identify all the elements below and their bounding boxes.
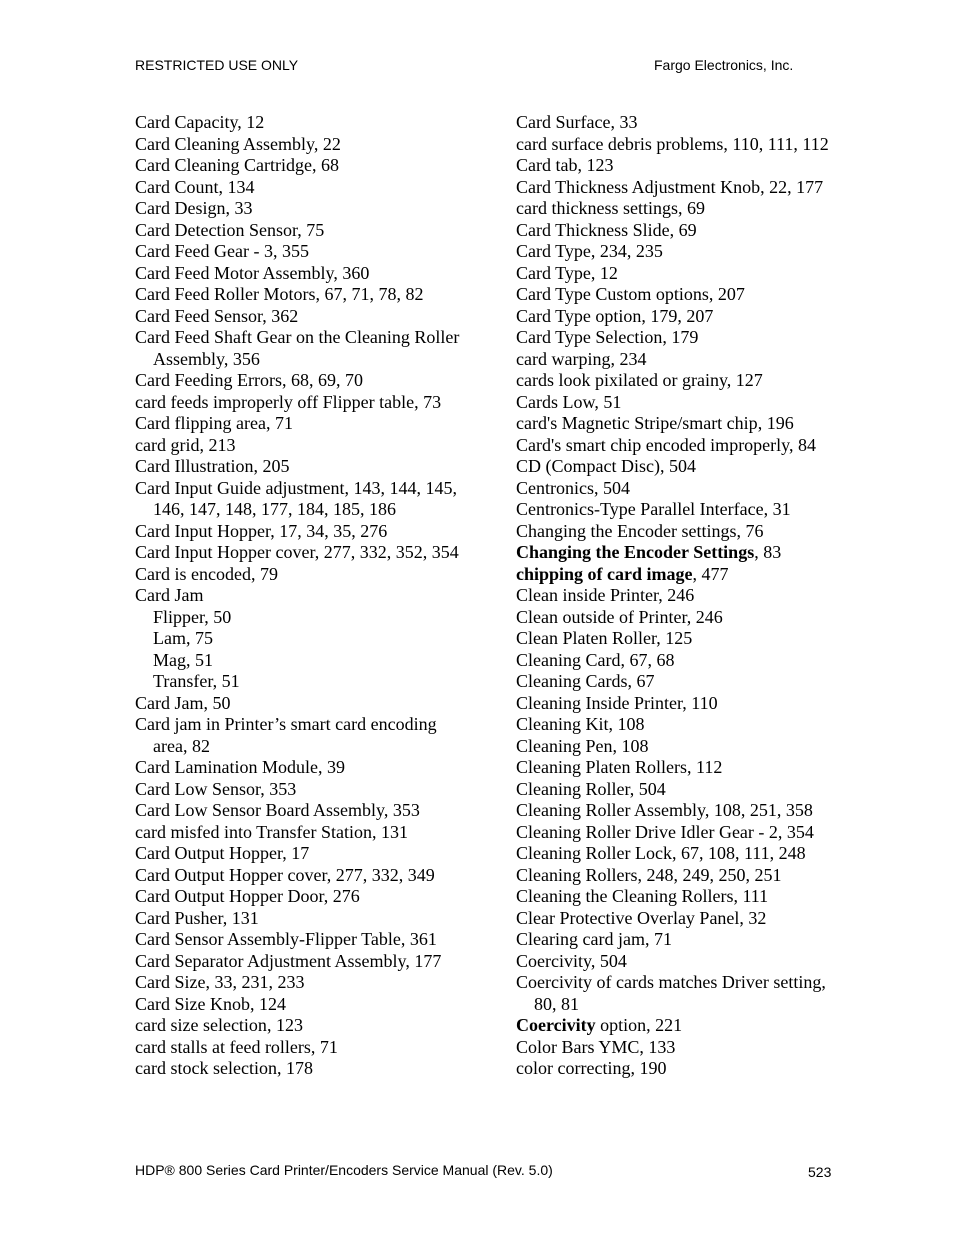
index-entry [516,886,846,908]
index-entry [135,908,475,930]
index-pages: , 75 [297,219,325,240]
index-entry [516,951,846,973]
index-entry [135,263,475,285]
footer-manual-title: HDP® 800 Series Card Printer/Encoders Service Manual (Rev. 5.0) [135,1162,553,1178]
index-pages: , 17 [282,843,310,863]
index-pages: , 22, 177 [760,176,824,197]
index-term: Centronics [516,477,594,498]
index-term: chipping of card image [516,563,693,584]
index-term: Card Feed Gear - 3 [135,241,273,261]
index-pages: , 504 [590,950,627,971]
index-pages: , 355 [272,241,309,261]
index-term: Card Thickness Adjustment Knob [516,176,761,197]
index-term: Cleaning Roller [516,778,630,799]
index-entry [516,112,846,134]
index-pages: , 360 [333,262,370,283]
index-pages: , 67 [627,671,655,691]
index-entry [516,499,846,521]
index-term: Card Output Hopper cover [135,864,327,885]
index-pages: , 80, 81 [534,972,826,1014]
index-pages: , 39 [317,757,345,777]
index-entry [135,972,475,994]
index-term: Mag [153,649,186,670]
index-entry [516,306,846,328]
index-entry [135,886,475,908]
index-entry [516,1037,846,1059]
index-term: Card Type Custom options [516,284,709,304]
index-entry [516,392,846,414]
index-term: Card Jam [135,692,204,713]
index-entry [135,220,475,242]
index-term: card feeds improperly off Flipper table [135,391,415,412]
index-entry [516,177,846,199]
index-pages: , 69 [669,219,697,240]
index-term: Cleaning Platen Rollers [516,757,687,777]
index-pages: , 110 [682,692,718,713]
index-entry [135,478,475,521]
index-entry [516,542,846,564]
index-term: Card Feed Motor Assembly [135,262,334,283]
index-pages: , 108, 251, 358 [704,800,813,820]
index-pages: , 190 [630,1058,667,1078]
index-subentry [135,607,475,629]
index-term: card size selection [135,1015,267,1035]
index-entry [516,155,846,177]
page-number: 523 [808,1164,832,1180]
index-pages: , 127 [726,370,763,390]
index-entry [516,134,846,156]
index-term: Centronics-Type Parallel Interface [516,499,764,519]
index-entry [135,865,475,887]
index-entry [135,327,475,370]
index-pages: , 356 [223,348,260,369]
index-entry [516,1058,846,1080]
index-term: Card Sensor Assembly-Flipper Table [135,929,401,949]
index-pages: , 79 [250,563,278,584]
index-entry [135,370,475,392]
index-entry [516,929,846,951]
index-entry [516,628,846,650]
index-entry [516,521,846,543]
index-pages: , 71 [644,929,672,949]
index-pages: , 71 [310,1036,338,1057]
index-term: Card Feeding Errors [135,370,282,390]
index-pages: , 353 [260,778,297,799]
index-term: Cards Low [516,391,595,412]
index-pages: , 134 [218,176,255,197]
index-term: Card's smart chip encoded improperly [516,434,789,455]
index-entry [516,757,846,779]
index-entry [516,714,846,736]
index-entry [516,650,846,672]
index-term: Color Bars YMC [516,1036,640,1057]
index-pages: , 73 [414,391,442,412]
header-left: RESTRICTED USE ONLY [135,57,299,73]
index-entry [135,241,475,263]
index-pages: , 31 [763,499,791,519]
index-entry [516,456,846,478]
index-term: Cleaning Kit [516,714,609,734]
index-pages: , 143, 144, 145, 146, 147, 148, 177, 184, 185, 186 [153,477,457,519]
index-entry [135,306,475,328]
index-pages: , 76 [736,520,764,541]
index-entry [135,521,475,543]
header-right: Fargo Electronics, Inc. [654,57,794,73]
index-term: Card Output Hopper [135,843,283,863]
index-term: Clean Platen Roller [516,628,657,648]
index-pages: , 71 [265,413,293,433]
index-term: Card Surface [516,112,611,132]
index-entry [516,327,846,349]
index-term: Clearing card jam [516,929,645,949]
index-term: Card Type option [516,305,642,326]
index-entry [516,822,846,844]
index-pages: , 51 [186,649,213,670]
index-pages: , 131 [371,821,408,842]
index-pages: , 50 [204,606,232,627]
index-term: Card Input Guide adjustment [135,477,345,498]
index-term: Card Detection Sensor [135,219,298,240]
index-pages: , 213 [199,434,236,455]
index-pages: , 84 [789,434,816,455]
index-term: Card tab [516,155,578,175]
index-pages: , 504 [629,778,666,799]
index-pages: , 67, 68 [620,649,675,670]
index-entry [135,435,475,457]
index-pages: , 178 [276,1058,313,1078]
index-entry [516,284,846,306]
index-term: Card Low Sensor [135,778,261,799]
index-term: Card Jam [135,585,204,605]
index-pages: , 353 [383,800,420,820]
index-pages: , 133 [639,1036,676,1057]
index-entry [135,585,475,607]
index-entry [135,413,475,435]
index-pages: , 234, 235 [590,241,663,261]
index-entry [516,972,846,1015]
index-term: Card Feed Shaft Gear on the Cleaning Roller Assembly [135,327,460,369]
index-pages: , 234 [610,348,647,369]
index-subentry [135,671,475,693]
index-entry [135,155,475,177]
index-entry [516,843,846,865]
index-pages: , 196 [757,413,794,433]
index-entry [516,564,846,586]
index-entry [516,585,846,607]
index-term: Card Input Hopper [135,520,271,541]
index-pages: , 179, 207 [641,305,714,326]
index-entry [135,757,475,779]
index-pages: , 177 [405,950,442,971]
index-term: Coercivity [516,1015,596,1035]
index-entry [516,908,846,930]
index-term: cards look pixilated or grainy [516,370,727,390]
index-pages: , 248, 249, 250, 251 [637,864,782,885]
index-pages: , 110, 111, 112 [723,133,829,154]
index-entry [135,564,475,586]
index-term: Transfer [153,671,213,691]
index-pages: , 67, 108, 111, 248 [671,843,806,863]
index-entry [516,478,846,500]
index-pages: , 111 [733,886,769,906]
index-entry [516,800,846,822]
index-pages: , 123 [266,1015,303,1035]
index-term: card misfed into Transfer Station [135,821,372,842]
index-term: Cleaning Pen [516,735,613,756]
index-entry [516,263,846,285]
index-column-left [135,112,475,1080]
index-term: Flipper [153,606,205,627]
index-pages: , 277, 332, 352, 354 [314,542,459,562]
index-pages: , 504 [659,456,696,476]
index-entry [516,435,846,457]
index-pages: , 277, 332, 349 [326,864,435,885]
index-entry [135,929,475,951]
index-term: Cleaning Roller Assembly [516,800,705,820]
index-pages: , 477 [692,563,729,584]
index-term: Cleaning Roller Drive Idler Gear - 2 [516,821,778,842]
index-pages: , 83 [754,542,782,562]
index-pages: , 68, 69, 70 [281,370,363,390]
index-term: Cleaning Cards [516,671,628,691]
index-entry [516,349,846,371]
index-entry [135,134,475,156]
index-entry [516,865,846,887]
index-term: Card flipping area [135,413,266,433]
index-pages: , 361 [400,929,437,949]
index-pages: , 504 [594,477,630,498]
index-term: Card Input Hopper cover [135,542,315,562]
index-term: Card Output Hopper Door [135,886,324,906]
index-entry [516,736,846,758]
index-pages: , 69 [677,198,705,218]
index-term: Lam [153,628,186,648]
index-entry [516,220,846,242]
index-entry [516,779,846,801]
index-term: Card Lamination Module [135,757,318,777]
index-term: CD (Compact Disc) [516,456,660,476]
index-term: Cleaning Card [516,649,621,670]
index-pages: , 123 [577,155,614,175]
index-entry [135,843,475,865]
index-term: Card Type Selection [516,327,663,347]
index-term: Clean outside of Printer [516,606,687,627]
index-term: Card Size [135,972,206,992]
index-entry [135,779,475,801]
index-pages: , 276 [323,886,360,906]
index-pages: , 82 [182,735,210,756]
index-entry [135,198,475,220]
index-term: Cleaning Roller Lock [516,843,672,863]
index-term: Card Cleaning Assembly [135,133,314,154]
index-term: Card Separator Adjustment Assembly [135,950,406,971]
index-term: card surface debris problems [516,133,724,154]
index-term: card's Magnetic Stripe/smart chip [516,413,758,433]
index-pages: , 108 [608,714,645,734]
index-pages: , 75 [186,628,213,648]
index-term: card stock selection [135,1058,277,1078]
index-term: Card Size Knob [135,993,250,1014]
index-entry [516,671,846,693]
index-pages: , 51 [594,391,622,412]
index-term: Card Illustration [135,456,254,476]
index-pages: , 362 [262,305,299,326]
index-pages: , 22 [313,133,341,154]
index-entry [135,951,475,973]
index-entry [135,1015,475,1037]
index-entry [135,177,475,199]
index-entry [135,714,475,757]
index-term: card stalls at feed rollers [135,1036,311,1057]
index-pages: , 33 [610,112,638,132]
index-pages: , 51 [212,671,240,691]
index-entry [135,822,475,844]
index-pages: , 207 [708,284,745,304]
index-term: Coercivity [516,950,591,971]
index-entry [135,392,475,414]
index-entry [135,800,475,822]
index-term: color correcting [516,1058,631,1078]
index-term: Card Capacity [135,112,238,132]
index-entry [135,1058,475,1080]
index-entry [135,456,475,478]
index-term: card warping [516,348,611,369]
index-term: Card Count [135,176,219,197]
index-entry [135,284,475,306]
index-entry [135,542,475,564]
index-pages: , 246 [686,606,723,627]
index-pages: , 354 [777,821,814,842]
index-pages: , 67, 71, 78, 82 [315,284,424,304]
index-term: card grid [135,434,200,455]
index-term: Card Low Sensor Board Assembly [135,800,384,820]
index-pages: option, 221 [595,1015,683,1035]
index-pages: , 32 [739,907,767,928]
index-entry [135,994,475,1016]
index-term: Coercivity of cards matches Driver setting [516,972,822,992]
index-entry [516,413,846,435]
index-term: Card Thickness Slide [516,219,670,240]
index-entry [516,241,846,263]
index-subentry [135,628,475,650]
index-pages: , 205 [253,456,290,476]
index-pages: , 108 [612,735,649,756]
index-term: Card is encoded [135,563,251,584]
index-term: Clean inside Printer [516,585,659,605]
index-subentry [135,650,475,672]
index-entry [516,693,846,715]
index-pages: , 68 [311,155,339,175]
index-pages: , 33 [225,198,253,218]
index-pages: , 124 [249,993,286,1014]
index-term: Card Design [135,198,226,218]
index-term: Card Pusher [135,907,223,928]
index-entry [135,1037,475,1059]
index-term: Card Type [516,241,591,261]
index-term: Card Type [516,262,591,283]
index-pages: , 12 [237,112,265,132]
index-pages: , 246 [658,585,695,605]
index-term: Card Feed Roller Motors [135,284,316,304]
index-entry [516,198,846,220]
index-pages: , 179 [662,327,699,347]
index-entry [135,112,475,134]
index-term: Changing the Encoder Settings [516,542,755,562]
index-term: card thickness settings [516,198,678,218]
index-pages: , 17, 34, 35, 276 [270,520,388,541]
index-pages: , 125 [656,628,693,648]
index-entry [516,370,846,392]
index-pages: , 131 [222,907,259,928]
index-term: Card Cleaning Cartridge [135,155,312,175]
index-entry [516,607,846,629]
index-pages: , 112 [686,757,723,777]
index-entry [516,1015,846,1037]
index-term: Clear Protective Overlay Panel [516,907,740,928]
index-entry [135,693,475,715]
index-pages: , 33, 231, 233 [205,972,305,992]
index-term: Cleaning the Cleaning Rollers [516,886,734,906]
index-term: Cleaning Rollers [516,864,638,885]
index-pages: , 12 [590,262,618,283]
index-term: Card Feed Sensor [135,305,263,326]
index-column-right [516,112,846,1080]
index-term: Changing the Encoder settings [516,520,737,541]
index-term: Cleaning Inside Printer [516,692,683,713]
index-term: Card jam in Printer’s smart card encoding area [135,714,437,756]
index-pages: , 50 [203,692,231,713]
